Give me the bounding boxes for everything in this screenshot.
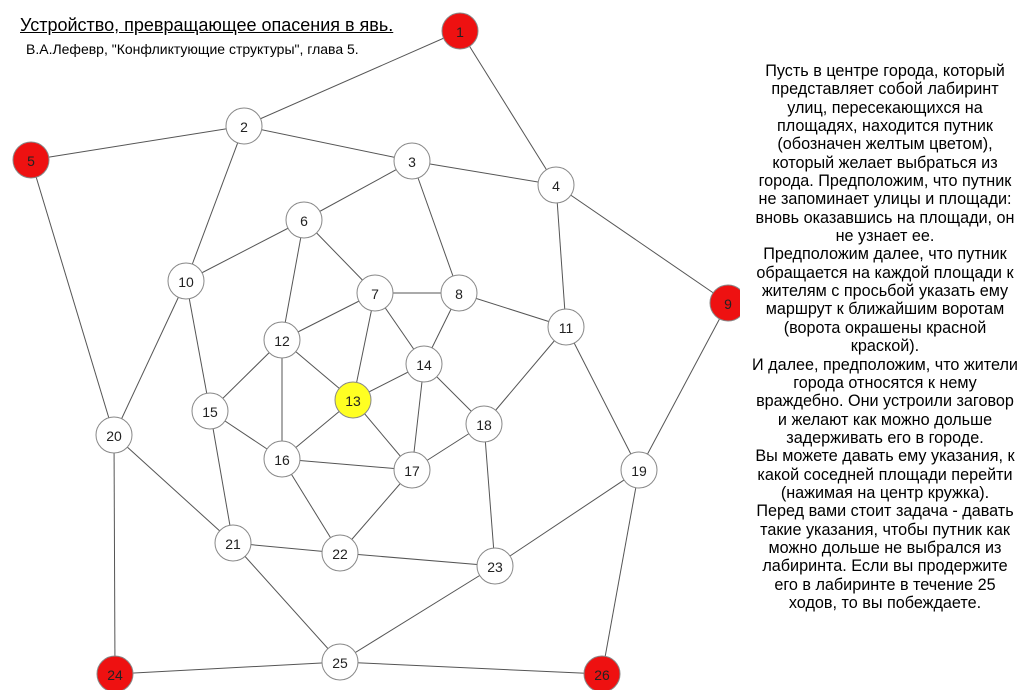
instructions-paragraph: Перед вами стоит задача - давать такие указания, чтобы путник как можно дольше не выбрался из лабиринта. Если вы продержите его в лабиринте в течение 25 ходов, то вы побеждаете. xyxy=(756,502,1014,612)
instructions-paragraph: Вы можете давать ему указания, к какой соседней площади перейти (нажимая на центр кружка). xyxy=(755,447,1015,502)
square-3[interactable] xyxy=(394,143,430,179)
street-23-25 xyxy=(340,566,495,662)
square-number: 21 xyxy=(225,536,241,552)
square-number: 1 xyxy=(456,24,464,40)
gate-1[interactable] xyxy=(442,13,478,49)
square-number: 4 xyxy=(552,178,560,194)
street-24-25 xyxy=(115,662,340,674)
square-12[interactable] xyxy=(264,322,300,358)
street-4-9 xyxy=(556,185,728,303)
square-20[interactable] xyxy=(96,417,132,453)
square-number: 23 xyxy=(487,559,503,575)
square-25[interactable] xyxy=(322,644,358,680)
squares xyxy=(13,13,740,690)
street-10-15 xyxy=(186,281,210,411)
square-14[interactable] xyxy=(406,346,442,382)
street-2-3 xyxy=(244,126,412,161)
street-2-5 xyxy=(31,126,244,160)
street-1-4 xyxy=(460,31,556,185)
gate-5[interactable] xyxy=(13,142,49,178)
traveler-square-13 xyxy=(335,382,371,418)
square-4[interactable] xyxy=(538,167,574,203)
square-6[interactable] xyxy=(286,202,322,238)
square-number: 10 xyxy=(178,274,194,290)
square-number: 5 xyxy=(27,153,35,169)
gate-9[interactable] xyxy=(710,285,740,321)
square-number: 13 xyxy=(345,393,361,409)
square-number: 2 xyxy=(240,119,248,135)
street-2-10 xyxy=(186,126,244,281)
street-20-24 xyxy=(114,435,115,674)
gate-24[interactable] xyxy=(97,656,133,690)
street-10-20 xyxy=(114,281,186,435)
square-17[interactable] xyxy=(394,452,430,488)
street-3-8 xyxy=(412,161,459,293)
instructions-paragraph: Пусть в центре города, который представляет собой лабиринт улиц, пересекающихся на площадях, находится путник (обозначен желтым цветом), который желает выбраться из города. Предположим, что путник не запоминает улицы и площади: вновь оказавшись на площади, он не узнает ее. xyxy=(755,62,1015,246)
street-19-23 xyxy=(495,470,639,566)
street-11-19 xyxy=(566,327,639,470)
square-number: 22 xyxy=(332,546,348,562)
square-22[interactable] xyxy=(322,535,358,571)
street-4-11 xyxy=(556,185,566,327)
square-11[interactable] xyxy=(548,309,584,345)
source-citation: В.А.Лефевр, "Конфликтующие структуры", глава 5. xyxy=(26,41,359,57)
square-number: 26 xyxy=(594,667,610,683)
square-10[interactable] xyxy=(168,263,204,299)
square-7[interactable] xyxy=(357,275,393,311)
street-6-10 xyxy=(186,220,304,281)
square-21[interactable] xyxy=(215,525,251,561)
square-8[interactable] xyxy=(441,275,477,311)
street-25-26 xyxy=(340,662,602,674)
square-19[interactable] xyxy=(621,452,657,488)
gate-26[interactable] xyxy=(584,656,620,690)
square-number: 6 xyxy=(300,213,308,229)
page-title: Устройство, превращающее опасения в явь. xyxy=(20,15,394,35)
instructions-paragraph: Предположим далее, что путник обращается на каждой площади к жителям с просьбой указать ему маршрут к ближайшим воротам (ворота окрашены красной краской). xyxy=(756,245,1014,356)
street-18-23 xyxy=(484,424,495,566)
street-20-21 xyxy=(114,435,233,543)
square-23[interactable] xyxy=(477,548,513,584)
square-2[interactable] xyxy=(226,108,262,144)
square-number: 8 xyxy=(455,286,463,302)
square-number: 24 xyxy=(107,667,123,683)
street-22-23 xyxy=(340,553,495,566)
streets xyxy=(31,31,728,674)
square-number: 12 xyxy=(274,333,290,349)
square-15[interactable] xyxy=(192,393,228,429)
square-number: 11 xyxy=(558,320,574,336)
square-number: 3 xyxy=(408,154,416,170)
square-number: 17 xyxy=(404,463,420,479)
square-16[interactable] xyxy=(264,441,300,477)
street-16-17 xyxy=(282,459,412,470)
street-5-20 xyxy=(31,160,114,435)
square-18[interactable] xyxy=(466,406,502,442)
square-number: 18 xyxy=(476,417,492,433)
street-19-26 xyxy=(602,470,639,674)
square-number: 20 xyxy=(106,428,122,444)
square-number: 19 xyxy=(631,463,647,479)
street-3-4 xyxy=(412,161,556,185)
square-number: 15 xyxy=(202,404,218,420)
square-number: 14 xyxy=(416,357,432,373)
street-1-2 xyxy=(244,31,460,126)
street-15-21 xyxy=(210,411,233,543)
square-number: 7 xyxy=(371,286,379,302)
street-11-18 xyxy=(484,327,566,424)
square-number: 16 xyxy=(274,452,290,468)
square-number: 25 xyxy=(332,655,348,671)
square-number: 9 xyxy=(724,296,732,312)
instructions-paragraph: И далее, предположим, что жители города относятся к нему враждебно. Они устроили заговор и желают как можно дольше задерживать его в городе. xyxy=(752,355,1018,447)
street-9-19 xyxy=(639,303,728,470)
game-instructions xyxy=(750,62,1020,612)
